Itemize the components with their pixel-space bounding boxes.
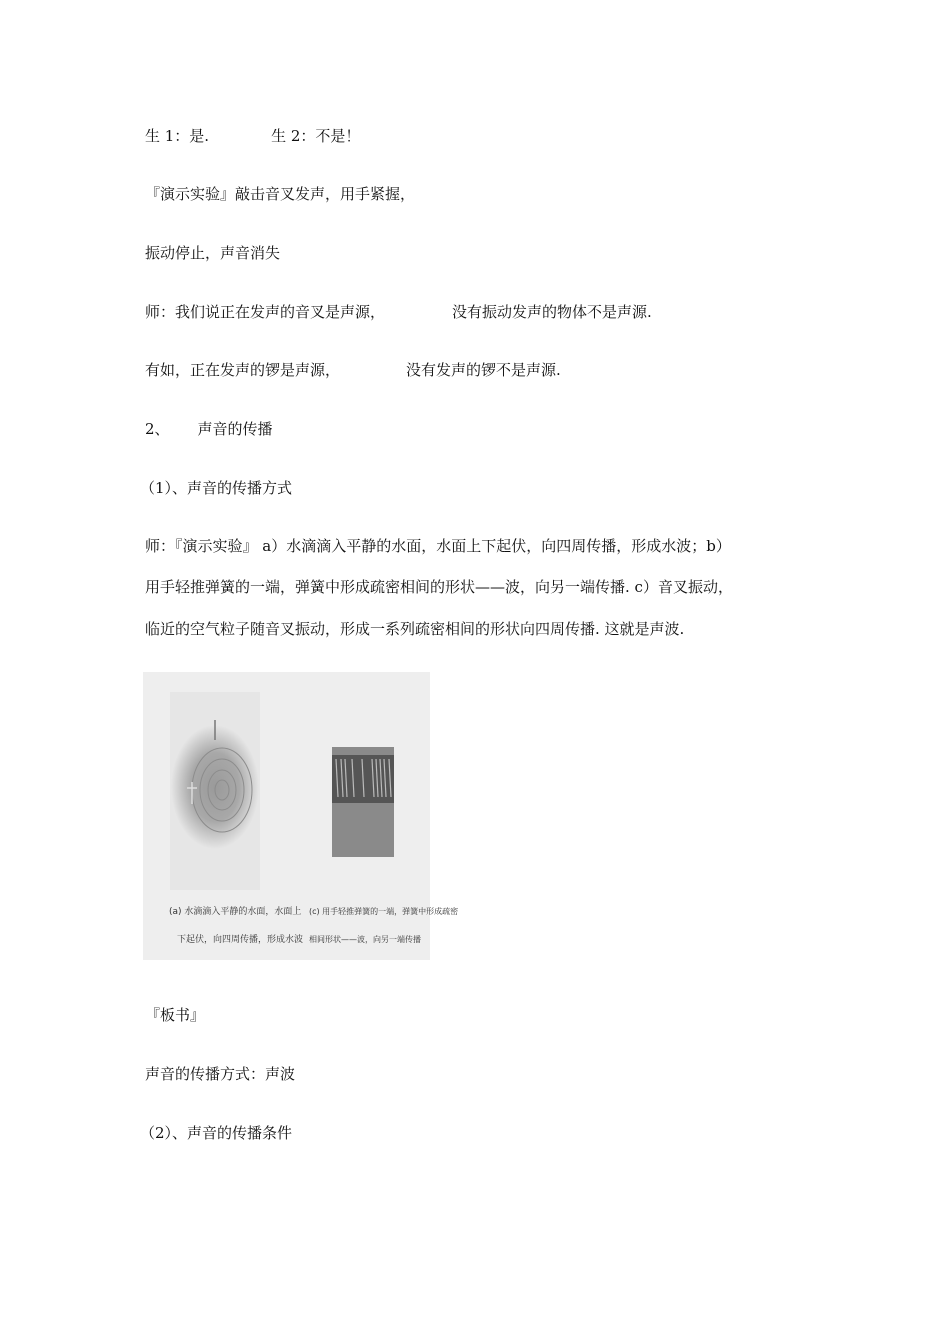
paragraph-line-2: 用手轻推弹簧的一端，弹簧中形成疏密相间的形状——波，向另一端传播. c）音叉振动， <box>145 578 733 596</box>
caption-left-line-2: 下起伏，向四周传播，形成水波 <box>177 935 304 945</box>
caption-right-line-2: 相间形状——波，向另一端传播 <box>309 935 421 944</box>
board-content: 声音的传播方式：声波 <box>145 1065 296 1083</box>
section-title: 声音的传播 <box>197 420 273 438</box>
paragraph-line-3: 临近的空气粒子随音叉振动，形成一系列疏密相间的形状向四周传播. 这就是声波. <box>145 620 685 638</box>
wave-figure <box>143 672 459 960</box>
caption-right-line-1: (c) 用手轻推弹簧的一端，弹簧中形成疏密 <box>309 907 459 916</box>
teacher-line-part2: 没有振动发声的物体不是声源. <box>452 303 652 321</box>
teacher-line <box>145 302 652 322</box>
result-text: 振动停止，声音消失 <box>145 244 281 262</box>
student1-answer: 生 1：是. <box>145 127 210 145</box>
subsection-heading-2: （2）、声音的传播条件 <box>140 1124 293 1142</box>
student2-answer: 生 2：不是！ <box>271 127 361 145</box>
section-heading <box>145 419 273 439</box>
paragraph-line-1: 师：『演示实验』 a）水滴滴入平静的水面，水面上下起伏，向四周传播，形成水波；b） <box>145 537 731 555</box>
dialog-line <box>145 126 360 146</box>
teacher-line-part1: 师：我们说正在发声的音叉是声源， <box>145 303 386 321</box>
board-label: 『板书』 <box>145 1006 206 1024</box>
demo-text: 『演示实验』敲击音叉发声，用手紧握， <box>145 185 416 203</box>
section-number: 2、 <box>145 420 170 438</box>
example-line <box>145 360 561 380</box>
example-line-part2: 没有发声的锣不是声源. <box>406 361 561 379</box>
subsection-heading-1: （1）、声音的传播方式 <box>140 479 293 497</box>
water-wave-image <box>170 692 260 890</box>
caption-left-line-1: (a) 水滴滴入平静的水面，水面上 <box>169 907 302 917</box>
example-line-part1: 有如，正在发声的锣是声源， <box>145 361 341 379</box>
spring-wave-image <box>332 747 394 857</box>
